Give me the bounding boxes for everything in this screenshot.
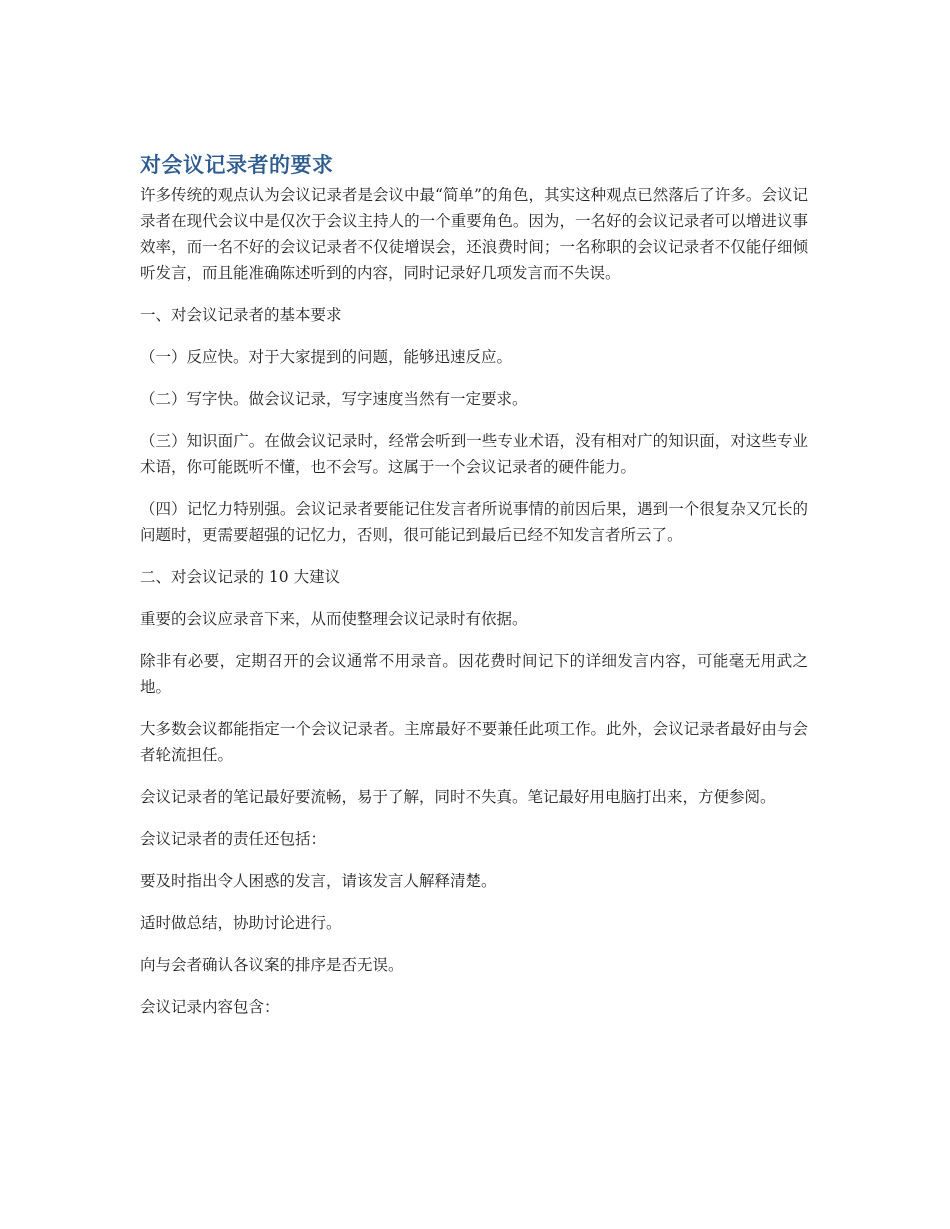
section-heading-basic-requirements: 一、对会议记录者的基本要求 <box>140 306 342 324</box>
responsibility-item: 向与会者确认各议案的排序是否无误。 <box>140 956 404 974</box>
suggestion-paragraph: 除非有必要，定期召开的会议通常不用录音。因花费时间记下的详细发言内容，可能毫无用武之地。 <box>140 652 808 696</box>
responsibilities-intro: 会议记录者的责任还包括： <box>140 830 327 848</box>
document-page <box>140 150 808 1036</box>
section-heading-suggestions: 二、对会议记录的 10 大建议 <box>140 568 341 586</box>
responsibility-item: 要及时指出令人困惑的发言，请该发言人解释清楚。 <box>140 872 497 890</box>
suggestion-paragraph: 大多数会议都能指定一个会议记录者。主席最好不要兼任此项工作。此外，会议记录者最好由与会者轮流担任。 <box>140 720 808 764</box>
requirement-item-4: （四）记忆力特别强。会议记录者要能记住发言者所说事情的前因后果，遇到一个很复杂又冗长的问题时，更需要超强的记忆力，否则，很可能记到最后已经不知发言者所云了。 <box>140 500 808 544</box>
requirement-item-1: （一）反应快。对于大家提到的问题，能够迅速反应。 <box>140 348 513 366</box>
suggestion-paragraph: 重要的会议应录音下来，从而使整理会议记录时有依据。 <box>140 610 528 628</box>
document-title: 对会议记录者的要求 <box>140 153 334 177</box>
requirement-item-3: （三）知识面广。在做会议记录时，经常会听到一些专业术语，没有相对广的知识面，对这些专业术语，你可能既听不懂，也不会写。这属于一个会议记录者的硬件能力。 <box>140 432 808 476</box>
responsibility-item: 适时做总结，协助讨论进行。 <box>140 914 342 932</box>
requirement-item-2: （二）写字快。做会议记录，写字速度当然有一定要求。 <box>140 390 528 408</box>
content-intro: 会议记录内容包含： <box>140 998 280 1016</box>
intro-paragraph: 许多传统的观点认为会议记录者是会议中最“简单”的角色，其实这种观点已然落后了许多。会议记录者在现代会议中是仅次于会议主持人的一个重要角色。因为，一名好的会议记录者可以增进议事效率，而一名不好的会议记录者不仅徒增误会，还浪费时间；一名称职的会议记录者不仅能仔细倾听发言，而且能准确陈述听到的内容，同时记录好几项发言而不失误。 <box>140 186 808 282</box>
suggestion-paragraph: 会议记录者的笔记最好要流畅，易于了解，同时不失真。笔记最好用电脑打出来，方便参阅。 <box>140 788 776 806</box>
